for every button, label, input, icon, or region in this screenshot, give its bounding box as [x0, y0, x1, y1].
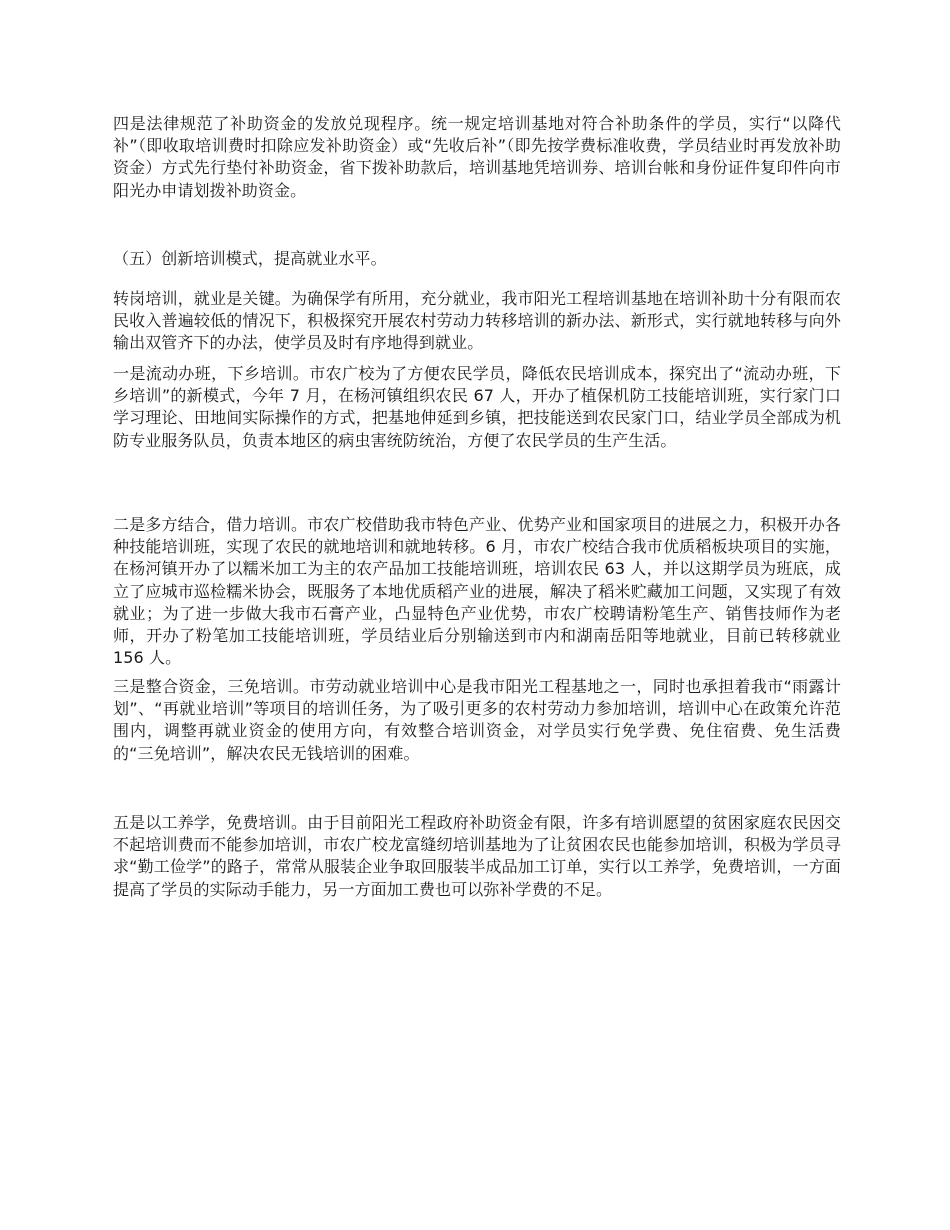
paragraph-mobile-classes: 一是流动办班，下乡培训。市农广校为了方便农民学员，降低农民培训成本，探究出了“流动办班，下乡培训”的新模式，今年 7 月，在杨河镇组织农民 67 人，开办了植保机防工技能培训班，实行家门口学习理论、田地间实际操作的方式，把基地伸延到乡镇，把技能送到农民家门口，结业学员全部成为机防专业服务队员，负责本地区的病虫害统防统治，方便了农民学员的生产生活。: [113, 364, 841, 450]
paragraph-subsidy-procedure: 四是法律规范了补助资金的发放兑现程序。统一规定培训基地对符合补助条件的学员，实行“以降代补”（即收取培训费时扣除应发补助资金）或“先收后补”（即先按学费标准收费，学员结业时再发放补助资金）方式先行垫付补助资金，省下拨补助款后，培训基地凭培训券、培训台帐和身份证件复印件向市阳光办申请划拨补助资金。: [113, 114, 841, 200]
paragraph-combined-training: 二是多方结合，借力培训。市农广校借助我市特色产业、优势产业和国家项目的进展之力，积极开办各种技能培训班，实现了农民的就地培训和就地转移。6 月，市农广校结合我市优质稻板块项目的实施，在杨河镇开办了以糯米加工为主的农产品加工技能培训班，培训农民 63 人，并以这期学员为班底，成立了应城市巡检糯米协会，既服务了本地优质稻产业的进展，解决了稻米贮藏加工问题，又实现了有效就业；为了进一步做大我市石膏产业，凸显特色产业优势，市农广校聘请粉笔生产、销售技师作为老师，开办了粉笔加工技能培训班，学员结业后分别输送到市内和湖南岳阳等地就业，目前已转移就业 156 人。: [113, 515, 841, 668]
paragraph-employment-key: 转岗培训，就业是关键。为确保学有所用，充分就业，我市阳光工程培训基地在培训补助十分有限而农民收入普遍较低的情况下，积极探究开展农村劳动力转移培训的新办法、新形式，实行就地转移与向外输出双管齐下的办法，使学员及时有序地得到就业。: [113, 289, 841, 353]
paragraph-work-study-training: 五是以工养学，免费培训。由于目前阳光工程政府补助资金有限，许多有培训愿望的贫困家庭农民因交不起培训费而不能参加培训，市农广校龙富缝纫培训基地为了让贫困农民也能参加培训，积极为学员寻求“勤工俭学”的路子，常常从服装企业争取回服装半成品加工订单，实行以工养学，免费培训，一方面提高了学员的实际动手能力，另一方面加工费也可以弥补学费的不足。: [113, 813, 841, 899]
paragraph-three-free-training: 三是整合资金，三免培训。市劳动就业培训中心是我市阳光工程基地之一，同时也承担着我市“雨露计划”、“再就业培训”等项目的培训任务，为了吸引更多的农村劳动力参加培训，培训中心在政策允许范围内，调整再就业资金的使用方向，有效整合培训资金，对学员实行免学费、免住宿费、免生活费的“三免培训”，解决农民无钱培训的困难。: [113, 677, 841, 763]
section-heading-5: （五）创新培训模式，提高就业水平。: [113, 249, 387, 268]
